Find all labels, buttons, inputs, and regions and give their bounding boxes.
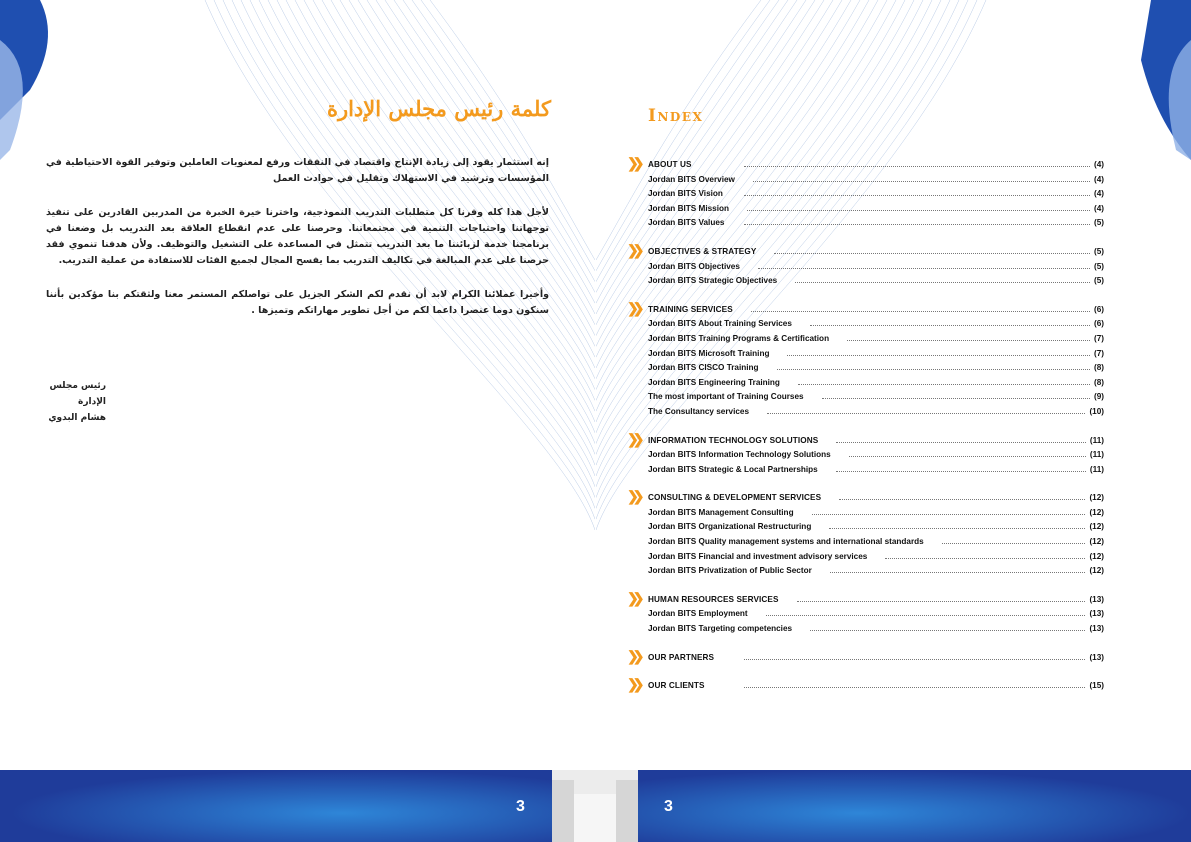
index-title: Index <box>648 106 704 126</box>
chairman-message <box>46 155 549 337</box>
index-entry-label: CONSULTING & DEVELOPMENT SERVICES <box>648 493 822 503</box>
dot-leader <box>810 325 1090 326</box>
dot-leader <box>836 442 1086 443</box>
message-paragraph: إنه استثمار يقود إلى زيادة الإنتاج واقتصاد في النفقات ورفع لمعنويات العاملين وتوفير القوة الاحتياطية في المؤسسات وترشيد في الاستهلاك وتقليل في حوادث العمل <box>46 157 549 184</box>
index-section <box>624 488 1104 579</box>
dot-leader <box>797 601 1085 602</box>
index-entry-page: (12) <box>1089 566 1104 576</box>
message-paragraph: لأجل هذا كله وفرنا كل متطلبات التدريب النموذجية، واخترنا خيرة الخبرة من المدربين القادرين على تنفيذ توجهاتنا واحتياجات التنمية في مجتمعاتنا. وحرصنا على عدم انقطاع العلاقة بعد التدريب بل وضعنا في برنامجنا خدمة لزبائننا ما بعد التدريب تتمثل في المساعدة على التشغيل والتوظيف. ولأن هدفنا تنموي فقد حرصنا على عدم المبالغة في تكاليف التدريب بما يفسح المجال لجميع الفئات للاستفادة من عملية التدريب. <box>46 207 549 266</box>
index-entry <box>624 607 1104 622</box>
index-entry-label: Jordan BITS Financial and investment advisory services <box>648 551 868 561</box>
index-entry-label: Jordan BITS Employment <box>648 609 748 619</box>
index-section <box>624 299 1104 420</box>
dot-leader <box>747 210 1090 211</box>
dot-leader <box>849 456 1086 457</box>
index-entry-page: (5) <box>1093 246 1104 256</box>
index-entry <box>624 535 1104 550</box>
index-entry-page: (5) <box>1093 276 1104 286</box>
index-entry <box>624 550 1104 565</box>
index-section-heading <box>624 647 1104 666</box>
index-entry-label: INFORMATION TECHNOLOGY SOLUTIONS <box>648 435 819 445</box>
index-entry <box>624 216 1104 231</box>
double-chevron-icon: ❯❯ <box>627 676 639 693</box>
index-entry-label: Jordan BITS Microsoft Training <box>648 348 770 358</box>
dot-leader <box>847 340 1090 341</box>
index-entry-page: (9) <box>1093 392 1104 402</box>
dot-leader <box>744 195 1090 196</box>
index-section <box>624 676 1104 694</box>
index-entry <box>624 405 1104 420</box>
index-entry <box>624 317 1104 332</box>
index-entry <box>624 187 1104 202</box>
table-of-contents <box>624 155 1104 708</box>
index-entry-page: (13) <box>1089 624 1104 634</box>
index-entry-page: (12) <box>1089 551 1104 561</box>
index-entry-page: (11) <box>1089 435 1104 445</box>
index-entry-label: Jordan BITS Mission <box>648 203 729 213</box>
index-entry-page: (8) <box>1093 363 1104 373</box>
index-entry-page: (7) <box>1093 348 1104 358</box>
dot-leader <box>744 687 1085 688</box>
index-entry-page: (8) <box>1093 377 1104 387</box>
dot-leader <box>830 572 1085 573</box>
index-entry-label: The most important of Training Courses <box>648 392 804 402</box>
left-page <box>0 0 595 842</box>
index-section-heading <box>624 430 1104 449</box>
index-entry-label: Jordan BITS Management Consulting <box>648 507 794 517</box>
index-entry-page: (13) <box>1089 609 1104 619</box>
index-entry-label: Jordan BITS About Training Services <box>648 319 792 329</box>
dot-leader <box>767 413 1085 414</box>
dot-leader <box>777 369 1090 370</box>
index-entry-page: (13) <box>1089 652 1104 662</box>
index-entry-page: (11) <box>1089 464 1104 474</box>
double-chevron-icon: ❯❯ <box>627 241 639 258</box>
dot-leader <box>787 355 1090 356</box>
double-chevron-icon: ❯❯ <box>627 647 639 664</box>
index-section-heading <box>624 676 1104 694</box>
index-entry-label: Jordan BITS Strategic Objectives <box>648 276 778 286</box>
index-entry-page: (6) <box>1093 304 1104 314</box>
signature-name: هشام البدوي <box>48 413 106 423</box>
index-entry-label: HUMAN RESOURCES SERVICES <box>648 594 779 604</box>
dot-leader <box>766 615 1085 616</box>
dot-leader <box>774 253 1090 254</box>
index-entry-page: (4) <box>1093 203 1104 213</box>
footer-band-right <box>638 770 1191 842</box>
index-entry-label: OBJECTIVES & STRATEGY <box>648 246 757 256</box>
double-chevron-icon: ❯❯ <box>627 155 639 171</box>
dot-leader <box>812 514 1085 515</box>
index-entry <box>624 274 1104 289</box>
index-entry-label: Jordan BITS Organizational Restructuring <box>648 522 812 532</box>
index-section-heading <box>624 299 1104 318</box>
index-entry-page: (15) <box>1089 681 1104 691</box>
index-entry-page: (13) <box>1089 594 1104 604</box>
dot-leader <box>822 398 1090 399</box>
index-entry-label: Jordan BITS Privatization of Public Sector <box>648 566 812 576</box>
page-number-right: 3 <box>664 798 673 815</box>
index-entry-label: OUR PARTNERS <box>648 652 715 662</box>
dot-leader <box>753 181 1090 182</box>
index-entry <box>624 564 1104 579</box>
index-entry-page: (7) <box>1093 333 1104 343</box>
index-entry-label: Jordan BITS Information Technology Solutions <box>648 450 831 460</box>
dot-leader <box>942 543 1085 544</box>
dot-leader <box>744 224 1090 225</box>
index-entry-page: (5) <box>1093 218 1104 228</box>
dot-leader <box>744 166 1090 167</box>
index-entry-page: (5) <box>1093 261 1104 271</box>
index-entry <box>624 463 1104 478</box>
index-entry-page: (12) <box>1089 507 1104 517</box>
index-entry-page: (12) <box>1089 537 1104 547</box>
dot-leader <box>839 499 1085 500</box>
signature-block <box>46 378 106 426</box>
index-entry-page: (4) <box>1093 189 1104 199</box>
index-entry-page: (11) <box>1089 450 1104 460</box>
index-entry <box>624 376 1104 391</box>
index-section-heading <box>624 488 1104 506</box>
index-section <box>624 589 1104 637</box>
index-entry-label: TRAINING SERVICES <box>648 304 733 314</box>
right-page <box>596 0 1191 842</box>
dot-leader <box>798 384 1090 385</box>
dot-leader <box>810 630 1085 631</box>
signature-role: رئيس مجلس الإدارة <box>49 381 106 407</box>
index-entry-page: (12) <box>1089 493 1104 503</box>
index-section <box>624 430 1104 478</box>
index-entry-label: Jordan BITS Targeting competencies <box>648 624 793 634</box>
dot-leader <box>795 282 1090 283</box>
index-entry-label: Jordan BITS Quality management systems and international standards <box>648 537 924 547</box>
index-entry-label: OUR CLIENTS <box>648 681 705 691</box>
double-chevron-icon: ❯❯ <box>627 488 639 505</box>
double-chevron-icon: ❯❯ <box>627 299 639 316</box>
index-section-heading <box>624 155 1104 173</box>
index-entry <box>624 332 1104 347</box>
index-entry <box>624 202 1104 217</box>
dot-leader <box>829 528 1085 529</box>
double-chevron-icon: ❯❯ <box>627 589 639 606</box>
double-chevron-icon: ❯❯ <box>627 430 639 447</box>
index-section-heading <box>624 589 1104 608</box>
index-entry-label: ABOUT US <box>648 160 692 169</box>
index-entry <box>624 506 1104 521</box>
dot-leader <box>751 311 1090 312</box>
index-entry-label: Jordan BITS Overview <box>648 174 735 184</box>
index-section <box>624 647 1104 666</box>
index-entry <box>624 361 1104 376</box>
page-title: كلمة رئيس مجلس الإدارة <box>326 96 551 121</box>
index-entry-page: (10) <box>1089 406 1104 416</box>
index-entry <box>624 390 1104 405</box>
page-number-left: 3 <box>516 798 525 815</box>
index-entry <box>624 260 1104 275</box>
footer-band-left <box>0 770 552 842</box>
dot-leader <box>758 268 1090 269</box>
index-entry-label: Jordan BITS Strategic & Local Partnerships <box>648 464 818 474</box>
index-entry-label: The Consultancy services <box>648 406 750 416</box>
index-entry-label: Jordan BITS Training Programs & Certification <box>648 333 830 343</box>
dot-leader <box>744 659 1085 660</box>
dot-leader <box>836 471 1086 472</box>
index-entry-label: Jordan BITS Engineering Training <box>648 377 780 387</box>
index-entry-label: Jordan BITS Objectives <box>648 261 740 271</box>
index-entry <box>624 622 1104 637</box>
message-paragraph: وأخيرا عملائنا الكرام لابد أن نقدم لكم الشكر الجزيل على تواصلكم المستمر معنا ولثقتكم بنا مؤكدين بأننا سنكون دوما عنصرا داعما لكم من أجل تطوير مهاراتكم وتميزها . <box>46 289 549 316</box>
index-entry-page: (12) <box>1089 522 1104 532</box>
index-entry <box>624 448 1104 463</box>
index-section <box>624 241 1104 289</box>
index-entry <box>624 347 1104 362</box>
index-entry-label: Jordan BITS Vision <box>648 189 723 199</box>
index-entry <box>624 520 1104 535</box>
index-entry-page: (6) <box>1093 319 1104 329</box>
dot-leader <box>885 558 1085 559</box>
index-entry-label: Jordan BITS Values <box>648 218 725 228</box>
index-entry-page: (4) <box>1093 160 1104 169</box>
index-entry-page: (4) <box>1093 174 1104 184</box>
index-section <box>624 155 1104 231</box>
book-spine <box>552 770 638 842</box>
index-section-heading <box>624 241 1104 260</box>
index-entry <box>624 173 1104 188</box>
index-entry-label: Jordan BITS CISCO Training <box>648 363 759 373</box>
